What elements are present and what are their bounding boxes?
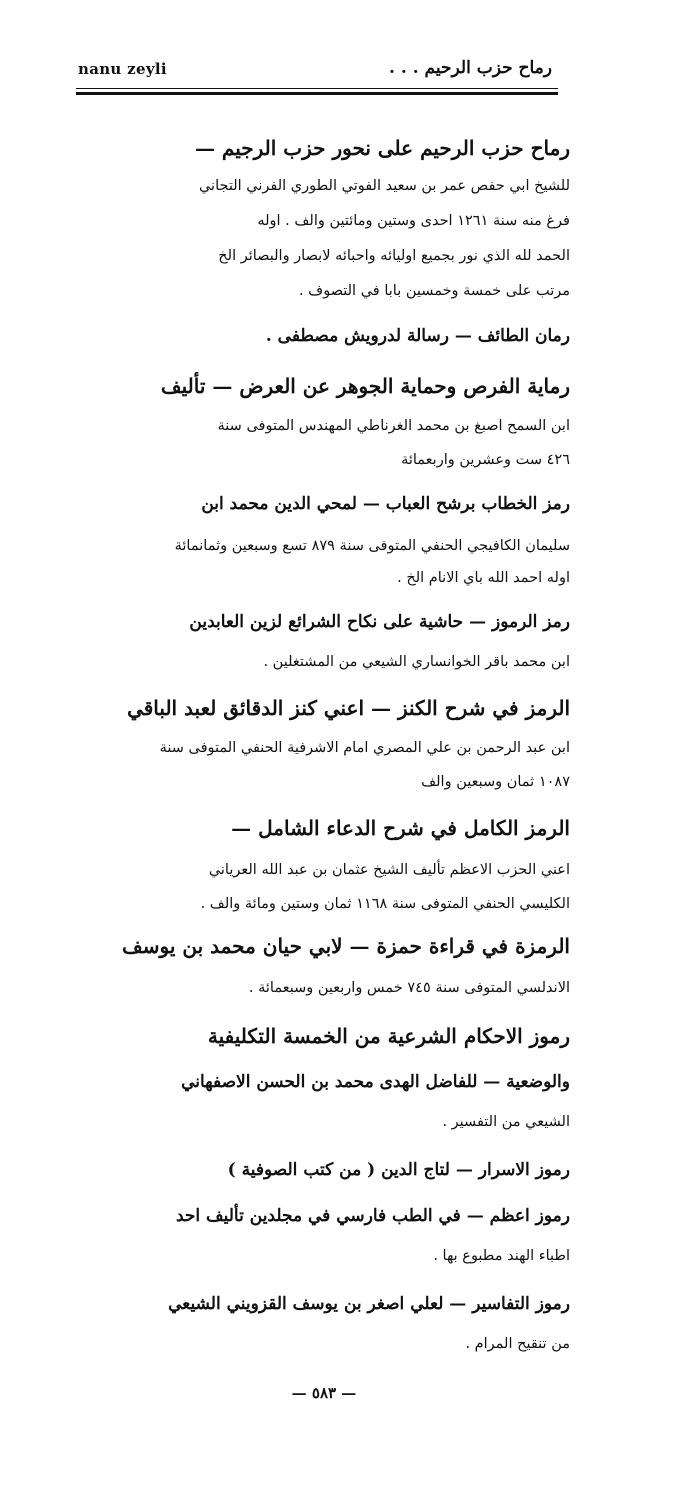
entry-text: اطباء الهند مطبوع بها . bbox=[433, 1248, 570, 1264]
entry-title: رموز الاسرار — لتاج الدين ( من كتب الصوفية ) bbox=[227, 1160, 570, 1180]
entry-text: ٤٢٦ ست وعشرين واربعمائة bbox=[401, 452, 570, 468]
running-header-left: nanu zeyli bbox=[78, 60, 167, 78]
entry-title: رموز التفاسير — لعلي اصغر بن يوسف القزويني الشيعي bbox=[168, 1294, 570, 1314]
page-number: — ٥٨٣ — bbox=[291, 1384, 357, 1402]
entry-title: رماية الفرص وحماية الجوهر عن العرض — تأليف bbox=[160, 374, 570, 398]
entry-text: ابن عبد الرحمن بن علي المصري امام الاشرفية الحنفي المتوفى سنة bbox=[159, 740, 570, 756]
entry-text: سليمان الكافيجي الحنفي المتوفى سنة ٨٧٩ تسع وسبعين وثمانمائة bbox=[174, 538, 570, 554]
entry-title: رمز الرموز — حاشية على نكاح الشرائع لزين العابدين bbox=[189, 612, 570, 632]
entry-title: رموز اعظم — في الطب فارسي في مجلدين تأليف احد bbox=[175, 1206, 570, 1226]
entry-title: رموز الاحكام الشرعية من الخمسة التكليفية bbox=[207, 1024, 570, 1048]
header-rule-thick bbox=[76, 92, 558, 95]
entry-title: الرمز الكامل في شرح الدعاء الشامل — bbox=[231, 816, 570, 840]
entry-text: الحمد لله الذي نور بجميع اوليائه واحبائه لابصار والبصائر الخ bbox=[218, 248, 570, 264]
entry-text: فرغ منه سنة ١٢٦١ احدى وستين ومائتين والف . اوله bbox=[257, 213, 570, 229]
entry-text: اعني الحزب الاعظم تأليف الشيخ عثمان بن عبد الله العرياني bbox=[208, 862, 570, 878]
entry-title: رماح حزب الرحيم على نحور حزب الرجيم — bbox=[194, 136, 570, 160]
entry-text: للشيخ ابي حفص عمر بن سعيد الفوتي الطوري الفرني التجاني bbox=[198, 178, 570, 194]
entry-title: رمز الخطاب برشح العباب — لمحي الدين محمد ابن bbox=[201, 494, 570, 514]
entry-text: ١٠٨٧ ثمان وسبعين والف bbox=[421, 774, 570, 790]
entry-title: رمان الطائف — رسالة لدرويش مصطفى . bbox=[265, 326, 570, 346]
entry-text: الشيعي من التفسير . bbox=[442, 1114, 570, 1130]
entry-text: الكليسي الحنفي المتوفى سنة ١١٦٨ ثمان وستين ومائة والف . bbox=[200, 896, 570, 912]
entry-text: ابن محمد باقر الخوانساري الشيعي من المشتغلين . bbox=[263, 654, 570, 670]
header-rule-thin bbox=[76, 88, 558, 89]
entry-text: ابن السمح اصبغ بن محمد الغرناطي المهندس المتوفى سنة bbox=[217, 418, 570, 434]
entry-text: اوله احمد الله باي الانام الخ . bbox=[397, 570, 570, 586]
entry-text: الاندلسي المتوفى سنة ٧٤٥ خمس واربعين وسبعمائة . bbox=[248, 980, 570, 996]
entry-title: الرمزة في قراءة حمزة — لابي حيان محمد بن يوسف bbox=[122, 934, 570, 958]
running-header-right: رماح حزب الرحيم . . . bbox=[389, 58, 552, 78]
entry-text: مرتب على خمسة وخمسين بابا في التصوف . bbox=[298, 283, 570, 299]
entry-text: والوضعية — للفاضل الهدى محمد بن الحسن الاصفهاني bbox=[181, 1072, 570, 1092]
entry-text: من تنقيح المرام . bbox=[465, 1336, 570, 1352]
entry-title: الرمز في شرح الكنز — اعني كنز الدقائق لعبد الباقي bbox=[127, 696, 570, 720]
